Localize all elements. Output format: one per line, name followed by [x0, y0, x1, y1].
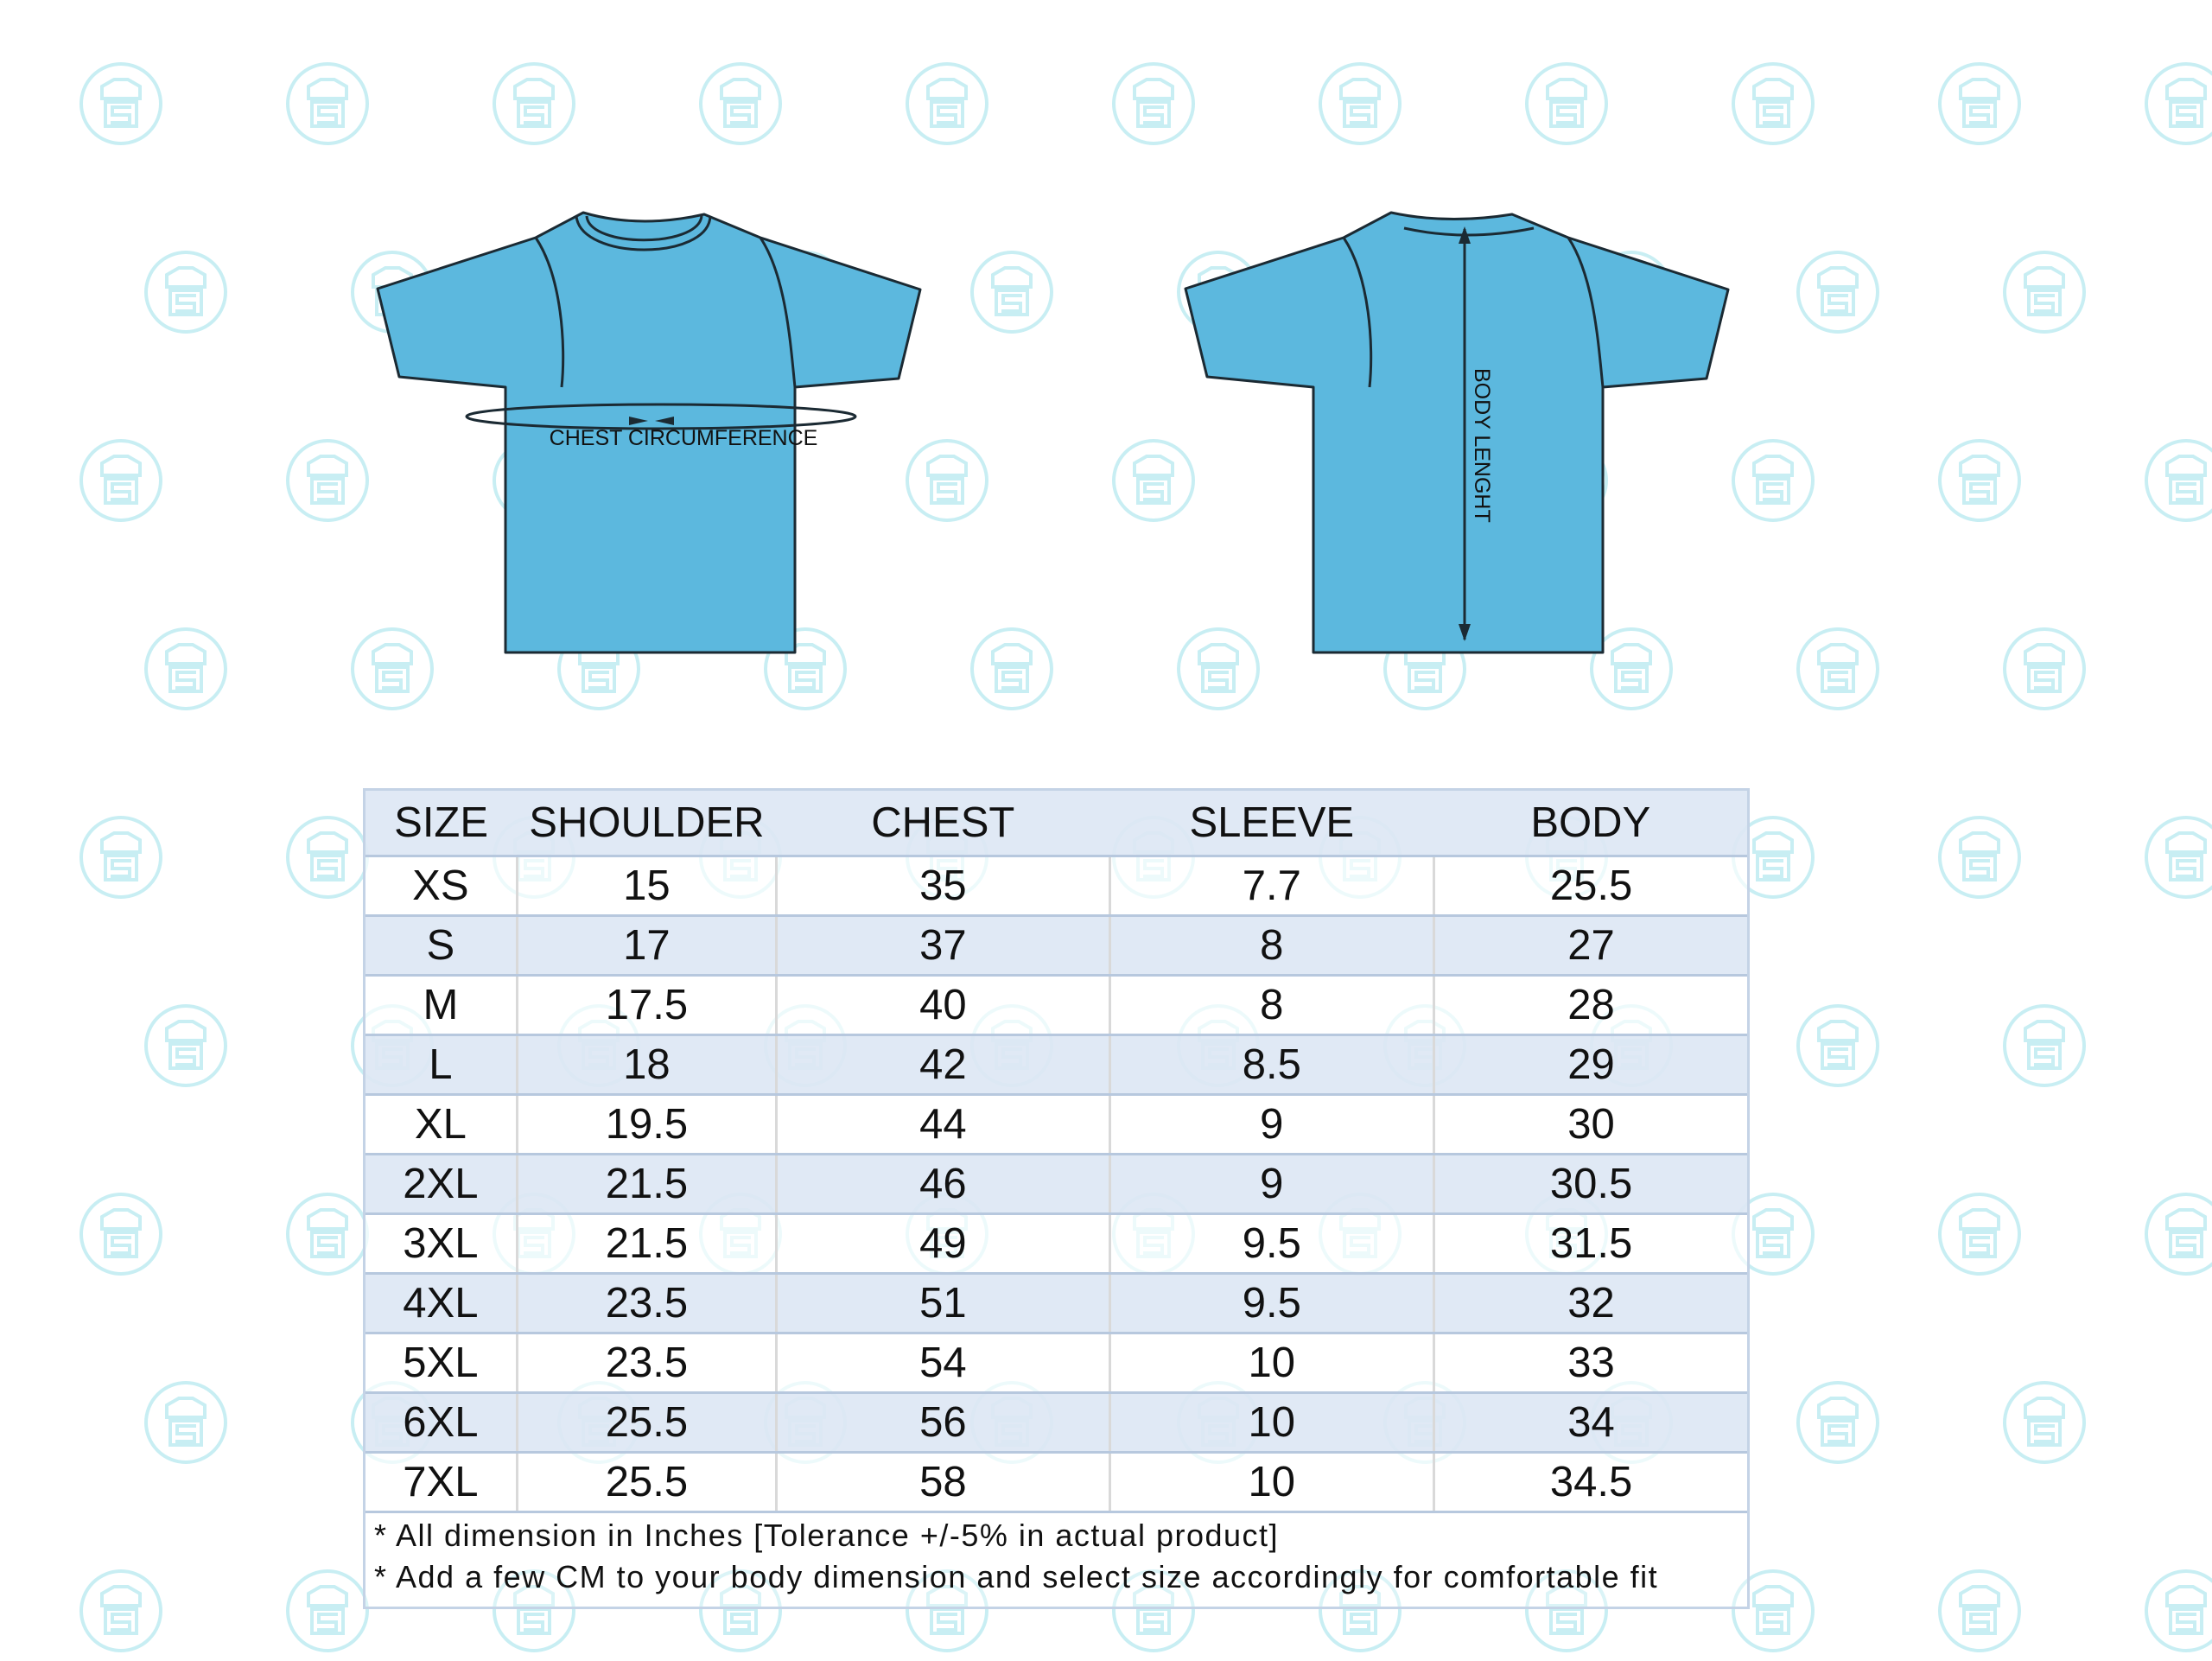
column-header-body: BODY [1434, 791, 1747, 856]
watermark-logo-icon [146, 252, 226, 332]
cell-size: 6XL [365, 1393, 517, 1453]
cell-size: 4XL [365, 1274, 517, 1333]
tolerance-note: * All dimension in Inches [Tolerance +/-5% in actual product] [374, 1518, 1280, 1553]
column-header-sleeve: SLEEVE [1109, 791, 1433, 856]
column-header-shoulder: SHOULDER [517, 791, 776, 856]
back-shirt-body [1185, 213, 1728, 652]
watermark-logo-icon [288, 64, 367, 143]
watermark-logo-icon [494, 64, 574, 143]
cell-shoulder: 17 [517, 916, 776, 976]
cell-body: 32 [1434, 1274, 1747, 1333]
watermark-logo-icon [2005, 252, 2084, 332]
watermark-logo-icon [2005, 1006, 2084, 1085]
cell-sleeve: 9.5 [1109, 1274, 1433, 1333]
cell-body: 31.5 [1434, 1214, 1747, 1274]
cell-chest: 51 [777, 1274, 1109, 1333]
watermark-logo-icon [2146, 818, 2212, 897]
cell-size: 3XL [365, 1214, 517, 1274]
cell-chest: 46 [777, 1155, 1109, 1214]
cell-shoulder: 19.5 [517, 1095, 776, 1155]
cell-shoulder: 17.5 [517, 976, 776, 1035]
cell-chest: 37 [777, 916, 1109, 976]
watermark-logo-icon [1733, 64, 1813, 143]
cell-body: 34 [1434, 1393, 1747, 1453]
watermark-logo-icon [81, 1194, 161, 1274]
watermark-logo-icon [288, 1194, 367, 1274]
watermark-logo-icon [288, 441, 367, 520]
table-row [365, 1035, 1747, 1095]
cell-chest: 58 [777, 1453, 1109, 1512]
table-header-row [365, 791, 1747, 856]
cell-body: 33 [1434, 1333, 1747, 1393]
watermark-logo-icon [2146, 1571, 2212, 1651]
cell-body: 28 [1434, 976, 1747, 1035]
watermark-logo-icon [288, 1571, 367, 1651]
size-notes [374, 1515, 1739, 1598]
cell-sleeve: 8.5 [1109, 1035, 1433, 1095]
cell-body: 29 [1434, 1035, 1747, 1095]
chest-circumference-label: CHEST CIRCUMFERENCE [549, 426, 818, 450]
table-row [365, 1453, 1747, 1512]
cell-chest: 35 [777, 856, 1109, 916]
cell-sleeve: 10 [1109, 1393, 1433, 1453]
cell-sleeve: 8 [1109, 916, 1433, 976]
table-row [365, 976, 1747, 1035]
watermark-logo-icon [1940, 1571, 2019, 1651]
cell-size: L [365, 1035, 517, 1095]
fit-advice-note: * Add a few CM to your body dimension and select size accordingly for comfortable fit [374, 1559, 1659, 1594]
cell-sleeve: 7.7 [1109, 856, 1433, 916]
watermark-logo-icon [1798, 1383, 1878, 1462]
watermark-logo-icon [2005, 1383, 2084, 1462]
watermark-logo-icon [701, 64, 780, 143]
cell-body: 34.5 [1434, 1453, 1747, 1512]
cell-shoulder: 25.5 [517, 1393, 776, 1453]
column-header-chest: CHEST [777, 791, 1109, 856]
watermark-logo-icon [1940, 1194, 2019, 1274]
cell-size: M [365, 976, 517, 1035]
cell-sleeve: 10 [1109, 1333, 1433, 1393]
cell-chest: 42 [777, 1035, 1109, 1095]
table-row [365, 856, 1747, 916]
cell-shoulder: 21.5 [517, 1155, 776, 1214]
watermark-logo-icon [1320, 64, 1400, 143]
cell-size: XL [365, 1095, 517, 1155]
watermark-logo-icon [81, 818, 161, 897]
size-table [365, 791, 1747, 1513]
watermark-logo-icon [81, 1571, 161, 1651]
table-row [365, 1333, 1747, 1393]
table-row [365, 1214, 1747, 1274]
cell-shoulder: 25.5 [517, 1453, 776, 1512]
cell-chest: 54 [777, 1333, 1109, 1393]
cell-body: 30.5 [1434, 1155, 1747, 1214]
watermark-logo-icon [1798, 629, 1878, 709]
cell-chest: 49 [777, 1214, 1109, 1274]
cell-shoulder: 18 [517, 1035, 776, 1095]
cell-shoulder: 23.5 [517, 1274, 776, 1333]
cell-chest: 40 [777, 976, 1109, 1035]
watermark-logo-icon [907, 64, 987, 143]
watermark-logo-icon [81, 64, 161, 143]
cell-size: XS [365, 856, 517, 916]
cell-body: 30 [1434, 1095, 1747, 1155]
cell-body: 27 [1434, 916, 1747, 976]
table-body [365, 856, 1747, 1512]
cell-shoulder: 21.5 [517, 1214, 776, 1274]
cell-body: 25.5 [1434, 856, 1747, 916]
watermark-logo-icon [146, 1383, 226, 1462]
watermark-logo-icon [288, 818, 367, 897]
cell-sleeve: 9.5 [1109, 1214, 1433, 1274]
watermark-logo-icon [2146, 1194, 2212, 1274]
cell-size: 7XL [365, 1453, 517, 1512]
watermark-logo-icon [146, 629, 226, 709]
body-length-label: BODY LENGHT [1470, 368, 1494, 523]
cell-shoulder: 15 [517, 856, 776, 916]
watermark-logo-icon [2005, 629, 2084, 709]
cell-chest: 44 [777, 1095, 1109, 1155]
size-chart [363, 788, 1750, 1609]
watermark-logo-icon [146, 1006, 226, 1085]
watermark-logo-icon [1114, 64, 1193, 143]
cell-size: S [365, 916, 517, 976]
watermark-logo-icon [1940, 818, 2019, 897]
table-row [365, 916, 1747, 976]
cell-sleeve: 9 [1109, 1095, 1433, 1155]
cell-chest: 56 [777, 1393, 1109, 1453]
table-row [365, 1393, 1747, 1453]
table-row [365, 1095, 1747, 1155]
column-header-size: SIZE [365, 791, 517, 856]
watermark-logo-icon [2146, 64, 2212, 143]
watermark-logo-icon [1527, 64, 1606, 143]
watermark-logo-icon [1940, 64, 2019, 143]
watermark-logo-icon [1798, 1006, 1878, 1085]
cell-sleeve: 10 [1109, 1453, 1433, 1512]
table-row [365, 1274, 1747, 1333]
front-shirt-illustration [363, 199, 933, 665]
watermark-logo-icon [972, 629, 1052, 709]
cell-size: 5XL [365, 1333, 517, 1393]
watermark-logo-icon [1798, 252, 1878, 332]
watermark-logo-icon [1733, 441, 1813, 520]
table-row [365, 1155, 1747, 1214]
back-shirt-illustration [1171, 199, 1741, 665]
watermark-logo-icon [972, 252, 1052, 332]
cell-shoulder: 23.5 [517, 1333, 776, 1393]
cell-sleeve: 8 [1109, 976, 1433, 1035]
watermark-logo-icon [1940, 441, 2019, 520]
cell-sleeve: 9 [1109, 1155, 1433, 1214]
cell-size: 2XL [365, 1155, 517, 1214]
watermark-logo-icon [81, 441, 161, 520]
watermark-logo-icon [2146, 441, 2212, 520]
